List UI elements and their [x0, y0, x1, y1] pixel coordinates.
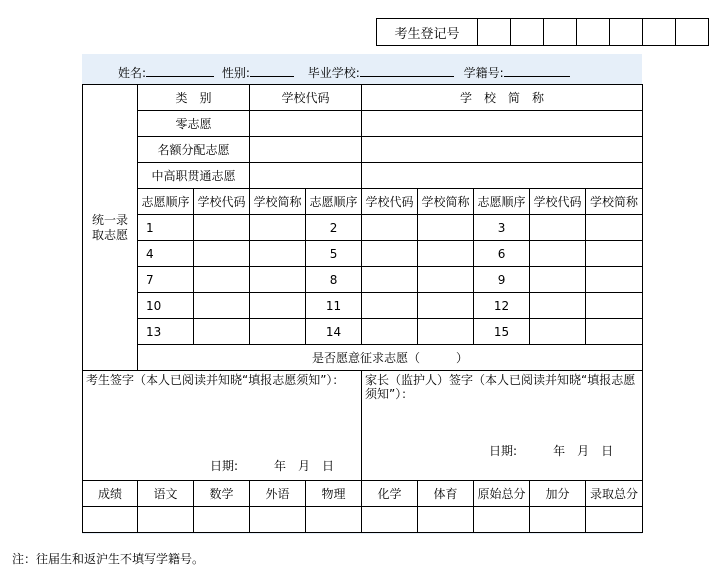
score-cell[interactable]: [138, 507, 194, 533]
score-cell[interactable]: [530, 507, 586, 533]
school-name-cell[interactable]: [250, 293, 306, 319]
score-header: 录取总分: [586, 481, 643, 507]
score-header: 数学: [194, 481, 250, 507]
order-number: 2: [306, 215, 362, 241]
school-name-cell[interactable]: [418, 215, 474, 241]
school-code-cell[interactable]: [194, 267, 250, 293]
school-name-cell[interactable]: [250, 215, 306, 241]
score-cell[interactable]: [362, 507, 418, 533]
school-code-cell[interactable]: [362, 215, 418, 241]
student-info-line: [118, 64, 618, 82]
order-number: 9: [474, 267, 530, 293]
registration-digit-box[interactable]: [610, 19, 643, 46]
school-name-cell[interactable]: [586, 267, 643, 293]
order-number: 6: [474, 241, 530, 267]
school-code-cell[interactable]: [194, 215, 250, 241]
score-cell[interactable]: [306, 507, 362, 533]
school-code-cell[interactable]: [362, 293, 418, 319]
school-code-cell[interactable]: [362, 267, 418, 293]
school-code-cell[interactable]: [530, 319, 586, 345]
score-header: 体育: [418, 481, 474, 507]
parent-signature-date: 日期: 年 月 日: [489, 444, 614, 458]
score-header: 原始总分: [474, 481, 530, 507]
school-code-cell[interactable]: [530, 267, 586, 293]
score-header: 加分: [530, 481, 586, 507]
order-number: 15: [474, 319, 530, 345]
school-code-cell[interactable]: [194, 319, 250, 345]
school-code-cell[interactable]: [250, 163, 362, 189]
order-number: 11: [306, 293, 362, 319]
order-number: 14: [306, 319, 362, 345]
score-header: 化学: [362, 481, 418, 507]
school-code-cell[interactable]: [250, 137, 362, 163]
score-cell[interactable]: [250, 507, 306, 533]
parent-signature-text: 家长（监护人）签字（本人已阅读并知晓“填报志愿须知”）：: [365, 373, 636, 401]
registration-digit-box[interactable]: [478, 19, 511, 46]
school-name-cell[interactable]: [418, 267, 474, 293]
score-header: 成绩: [83, 481, 138, 507]
school-name-cell[interactable]: [250, 319, 306, 345]
school-code-cell[interactable]: [362, 319, 418, 345]
collection-question[interactable]: 是否愿意征求志愿（ ）: [138, 345, 643, 371]
sub-header-name: 学校简称: [586, 189, 643, 215]
sub-header-code: 学校代码: [530, 189, 586, 215]
score-header: 物理: [306, 481, 362, 507]
score-cell[interactable]: [586, 507, 643, 533]
student-signature-date: 日期: 年 月 日: [210, 459, 335, 473]
order-number: 7: [138, 267, 194, 293]
school-name-cell[interactable]: [362, 137, 643, 163]
registration-digit-box[interactable]: [577, 19, 610, 46]
school-code-cell[interactable]: [530, 293, 586, 319]
special-row-label: 名额分配志愿: [138, 137, 250, 163]
school-name-cell[interactable]: [362, 163, 643, 189]
student-id-field[interactable]: [504, 64, 570, 77]
school-name-cell[interactable]: [586, 293, 643, 319]
school-code-cell[interactable]: [250, 111, 362, 137]
sub-header-code: 学校代码: [194, 189, 250, 215]
sub-header-code: 学校代码: [362, 189, 418, 215]
sub-header-order: 志愿顺序: [138, 189, 194, 215]
registration-number-table: [376, 18, 709, 46]
volunteer-form-table: [82, 84, 643, 533]
registration-digit-box[interactable]: [643, 19, 676, 46]
order-number: 12: [474, 293, 530, 319]
school-code-cell[interactable]: [194, 241, 250, 267]
school-code-cell[interactable]: [194, 293, 250, 319]
sub-header-order: 志愿顺序: [474, 189, 530, 215]
student-signature-box[interactable]: [83, 371, 362, 481]
registration-digit-box[interactable]: [676, 19, 709, 46]
order-number: 10: [138, 293, 194, 319]
school-code-cell[interactable]: [362, 241, 418, 267]
school-name-cell[interactable]: [362, 111, 643, 137]
sub-header-order: 志愿顺序: [306, 189, 362, 215]
order-number: 4: [138, 241, 194, 267]
school-field[interactable]: [360, 64, 454, 77]
order-number: 3: [474, 215, 530, 241]
school-name-cell[interactable]: [418, 241, 474, 267]
school-code-cell[interactable]: [530, 215, 586, 241]
school-label: 毕业学校:: [307, 66, 360, 80]
student-signature-text: 考生签字（本人已阅读并知晓“填报志愿须知”）：: [86, 373, 345, 387]
special-row-label: 中高职贯通志愿: [138, 163, 250, 189]
registration-digit-box[interactable]: [511, 19, 544, 46]
score-cell[interactable]: [194, 507, 250, 533]
parent-signature-box[interactable]: [362, 371, 643, 481]
gender-field[interactable]: [250, 64, 294, 77]
school-name-cell[interactable]: [586, 319, 643, 345]
school-code-cell[interactable]: [530, 241, 586, 267]
school-name-cell[interactable]: [586, 241, 643, 267]
category-header: 类 别: [138, 85, 250, 111]
order-number: 1: [138, 215, 194, 241]
special-row-label: 零志愿: [138, 111, 250, 137]
score-header: 外语: [250, 481, 306, 507]
order-number: 13: [138, 319, 194, 345]
student-id-label: 学籍号:: [463, 66, 504, 80]
school-name-cell[interactable]: [250, 267, 306, 293]
footnote: 注：往届生和返沪生不填写学籍号。: [12, 552, 205, 566]
school-name-cell[interactable]: [418, 319, 474, 345]
order-number: 8: [306, 267, 362, 293]
name-label: 姓名:: [118, 66, 147, 80]
school-code-header: 学校代码: [250, 85, 362, 111]
registration-number-label: 考生登记号: [377, 19, 478, 46]
registration-digit-box[interactable]: [544, 19, 577, 46]
order-number: 5: [306, 241, 362, 267]
school-name-cell[interactable]: [250, 241, 306, 267]
school-name-header: 学 校 简 称: [362, 85, 643, 111]
score-cell[interactable]: [83, 507, 138, 533]
score-header: 语文: [138, 481, 194, 507]
score-cell[interactable]: [418, 507, 474, 533]
name-field[interactable]: [146, 64, 214, 77]
school-name-cell[interactable]: [418, 293, 474, 319]
sub-header-name: 学校简称: [418, 189, 474, 215]
sub-header-name: 学校简称: [250, 189, 306, 215]
score-cell[interactable]: [474, 507, 530, 533]
unified-admission-label: 统一录取志愿: [83, 85, 138, 371]
school-name-cell[interactable]: [586, 215, 643, 241]
gender-label: 性别:: [221, 66, 250, 80]
